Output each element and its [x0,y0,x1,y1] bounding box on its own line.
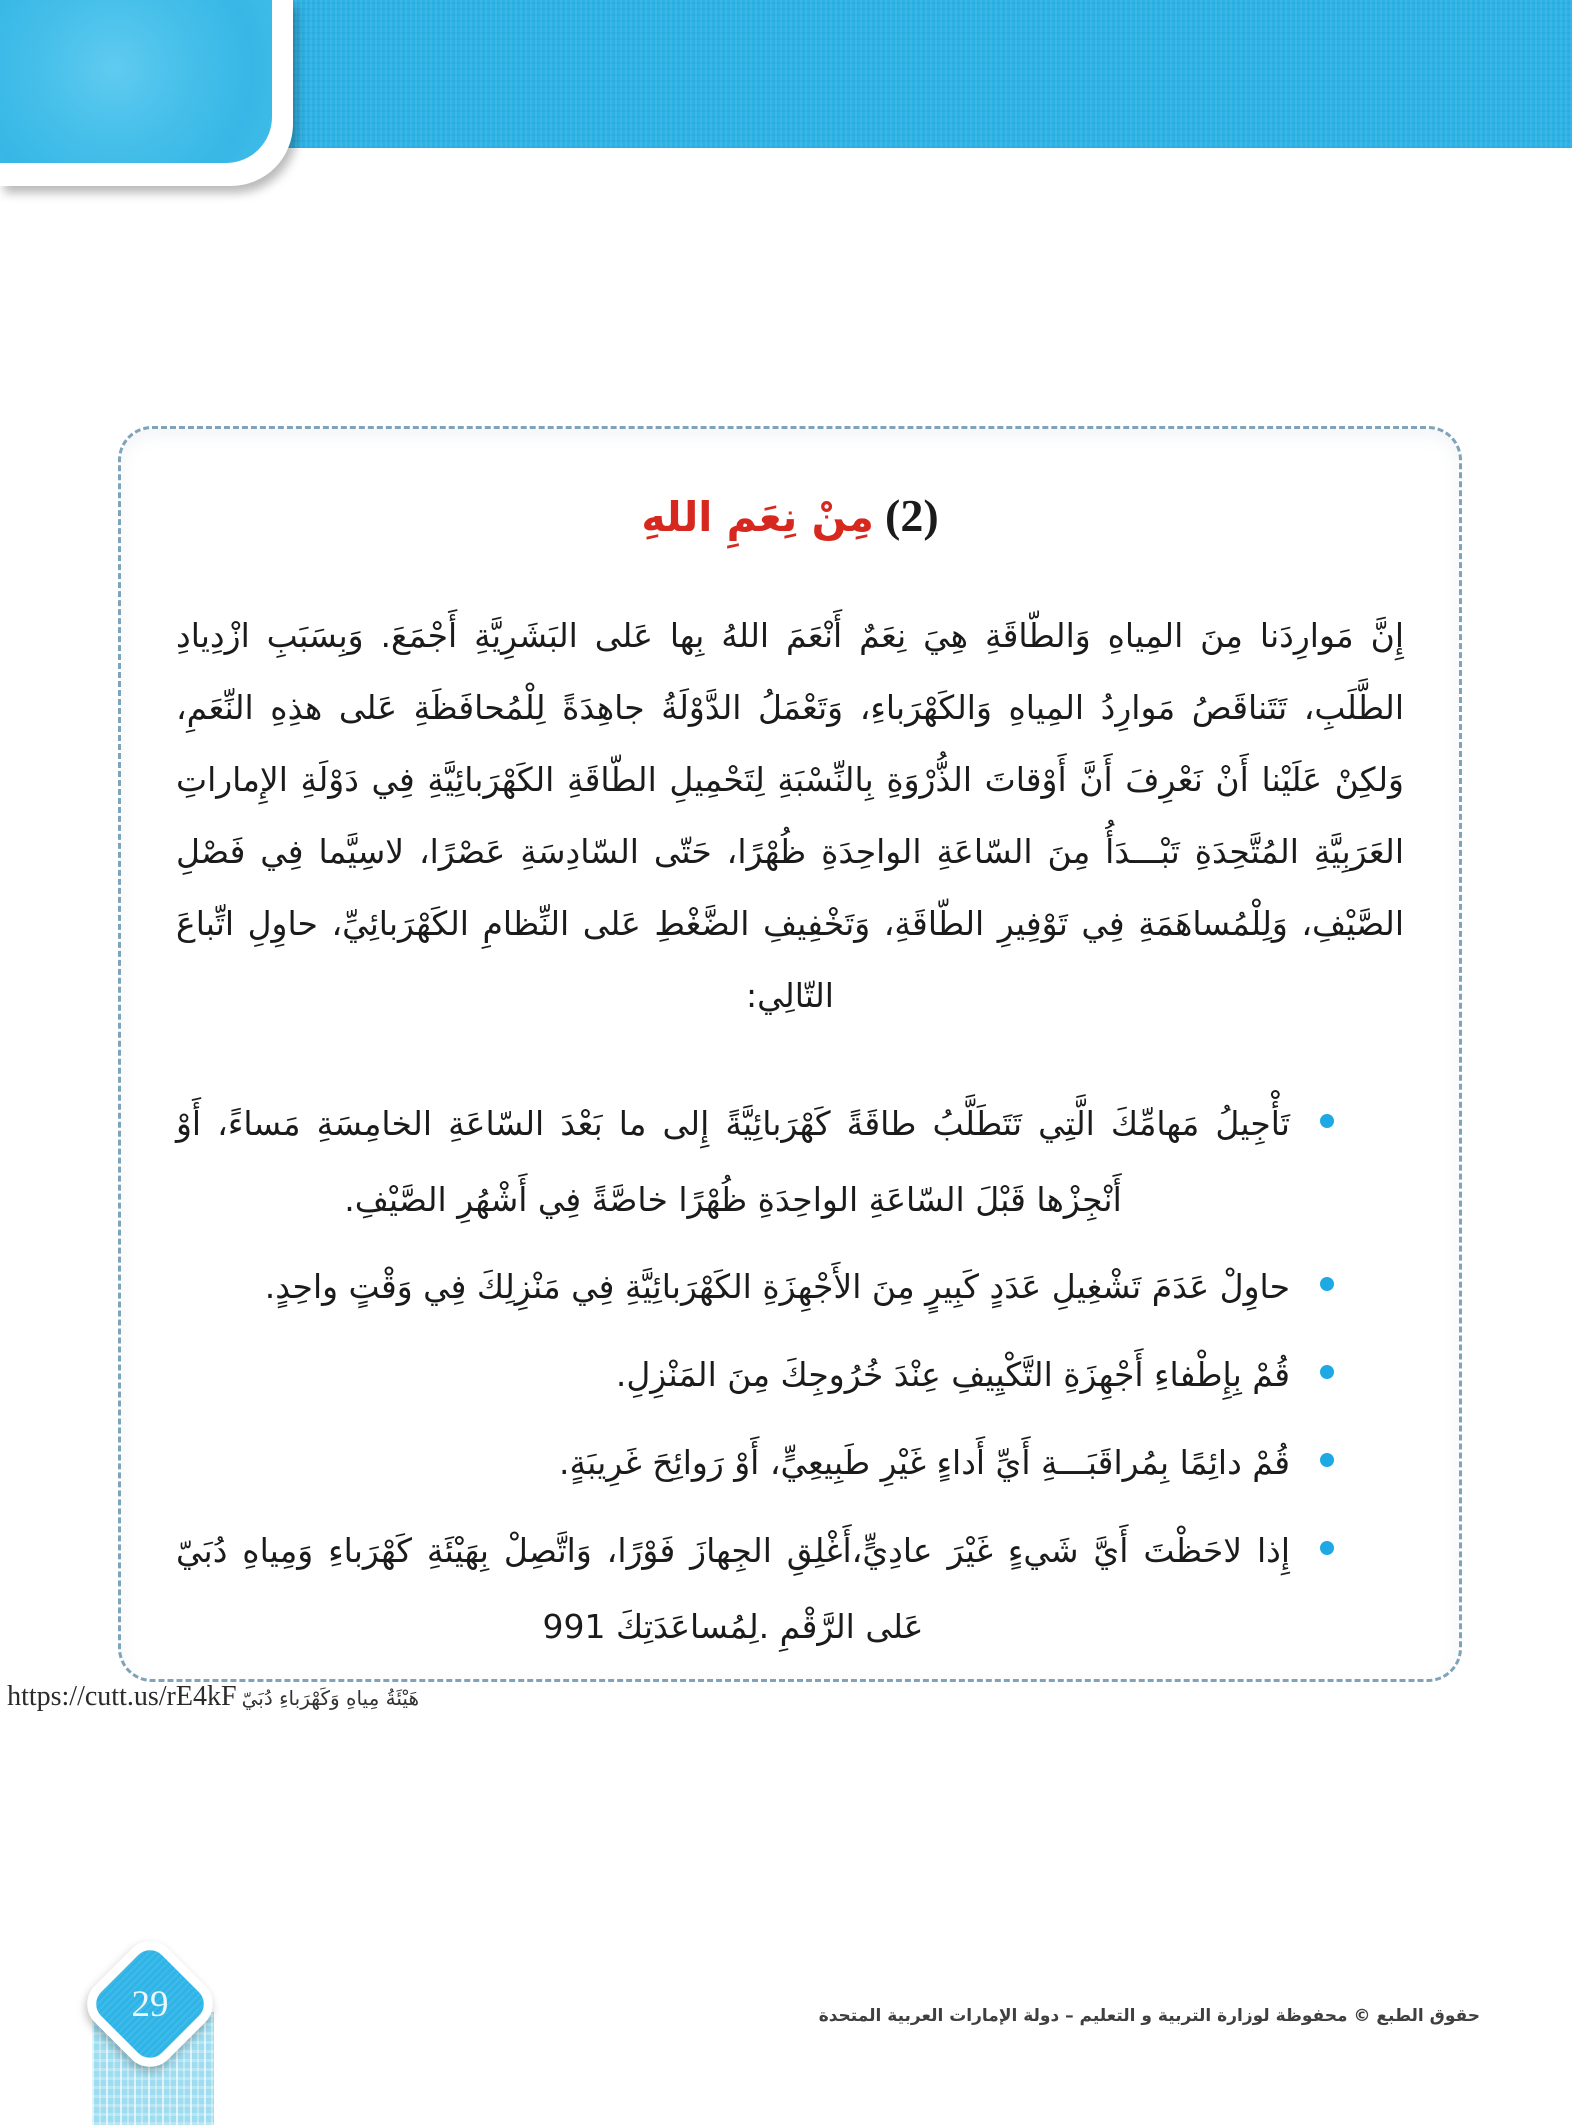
title-number: (2) [885,490,939,541]
list-item [176,1425,1342,1501]
source-url-link[interactable]: https://cutt.us/rE4kF [7,1681,237,1712]
lesson-box [7,426,1462,1712]
corner-tab [0,0,293,186]
tip-text: إِذا لاحَظْتَ أَيَّ شَيءٍ غَيْرَ عادِيٍّ،أَغْلِقِ الجِهازَ فَوْرًا، وَاتَّصِلْ بِهَيْئَةِ كَهْرَباءِ وَمِياهِ دُبَيّ عَلى الرَّقْمِ [176,1531,1290,1646]
list-item [176,1086,1342,1238]
lesson-box-inner [7,481,1459,1731]
bullet-icon [1320,1453,1334,1467]
bullet-icon [1320,1114,1334,1128]
copyright-notice: حقوق الطبع © محفوظة لوزارة التربية و التعليم – دولة الإمارات العربية المتحدة [818,2006,1480,2026]
list-item [176,1337,1342,1413]
bullet-icon [1320,1541,1334,1555]
source-line [7,1681,419,1713]
title-text: مِنْ نِعَمِ اللهِ [641,493,874,541]
corner-tab-watercolor [0,0,272,163]
source-label: هَيْئَةُ مِياهِ وَكَهْرَباءِ دُبَيّ [241,1686,419,1710]
list-item [176,1249,1342,1325]
tip-text-number: 991 لِمُساعَدَتِكَ. [542,1606,770,1646]
tip-text: قُمْ بِإِطْفاءِ أَجْهِزَةِ التَّكْيِيفِ عِنْدَ خُرُوجِكَ مِنَ المَنْزِلِ. [615,1355,1290,1395]
tip-text: تَأْجِيلُ مَهامِّكَ الَّتِي تَتَطَلَّبُ طاقَةً كَهْرَبائِيَّةً إِلى ما بَعْدَ السّاعَةِ الخامِسَةِ مَساءً، أَوْ أَنْجِزْها قَبْلَ السّاعَةِ الواحِدَةِ ظُهْرًا خاصَّةً فِي أَشْهُرِ الصَّيْفِ. [176,1103,1290,1219]
tips-list [176,1086,1342,1665]
tip-text: حاوِلْ عَدَمَ تَشْغِيلِ عَدَدٍ كَبِيرٍ مِنَ الأَجْهِزَةِ الكَهْرَبائِيَّةِ فِي مَنْزِلِكَ فِي وَقْتٍ واحِدٍ. [264,1267,1290,1307]
list-item [176,1513,1342,1665]
intro-paragraph: إِنَّ مَوارِدَنا مِنَ المِياهِ وَالطّاقَةِ هِيَ نِعَمٌ أَنْعَمَ اللهُ بِها عَلى البَشَرِيَّةِ أَجْمَعَ. وَبِسَبَبِ ازْدِيادِ الطَّلَبِ، تَتَناقَصُ مَوارِدُ المِياهِ وَالكَهْرَباءِ، وَتَعْمَلُ الدَّوْلَةُ جاهِدَةً لِلْمُحافَظَةِ عَلى هذِهِ النِّعَمِ، وَلكِنْ عَلَيْنا أَنْ نَعْرِفَ أَنَّ أَوْقاتَ الذُّرْوَةِ بِالنِّسْبَةِ لِتَحْمِيلِ الطّاقَةِ الكَهْرَبائِيَّةِ فِي دَوْلَةِ الإِماراتِ العَرَبِيَّةِ المُتَّحِدَةِ تَبْـــدَأُ مِنَ السّاعَةِ الواحِدَةِ ظُهْرًا، حَتّى السّادِسَةِ عَصْرًا، لاسِيَّما فِي فَصْلِ الصَّيْفِ، وَلِلْمُساهَمَةِ فِي تَوْفِيرِ الطّاقَةِ، وَتَخْفِيفِ الضَّغْطِ عَلى النِّظامِ الكَهْرَبائِيِّ، حاوِلِ اتِّباعَ التّالِي: [176,616,1404,1015]
bullet-icon [1320,1365,1334,1379]
page-number: 29 [131,1983,169,2025]
tip-text: قُمْ دائِمًا بِمُراقَبَـــةِ أَيِّ أَداءٍ غَيْرِ طَبِيعِيٍّ، أَوْ رَوائِحَ غَرِيبَةٍ. [558,1443,1290,1483]
bullet-icon [1320,1277,1334,1291]
page-title [176,481,1404,550]
